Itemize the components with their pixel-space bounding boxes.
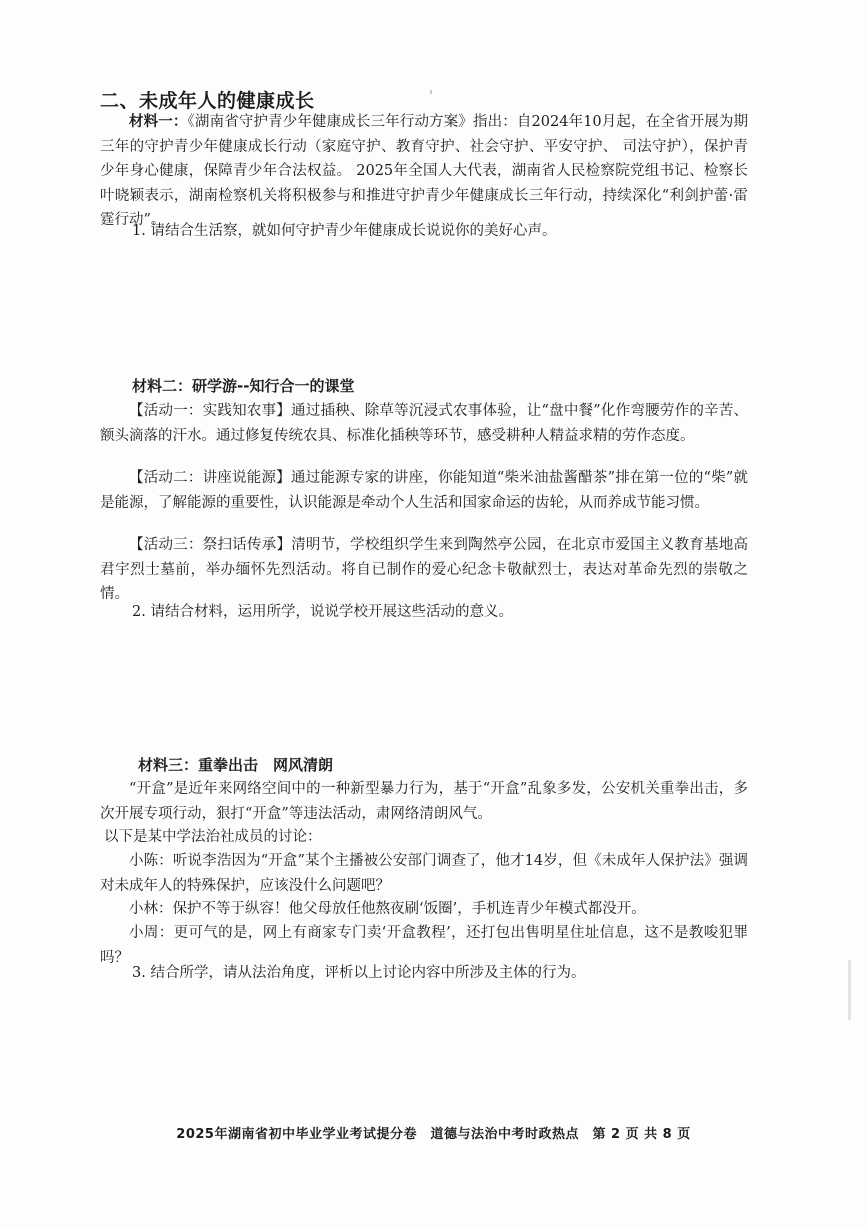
- discussion-lin: 小林：保护不等于纵容！他父母放任他熬夜刷‘饭圈’，手机连青少年模式都没开。: [129, 901, 646, 917]
- activity-1-text: 通过插秧、除草等沉浸式农事体验，让“盘中餐”化作弯腰劳作的辛苦、额头滴落的汗水。通过修复传统农具、标准化插秧等环节，感受耕种人精益求精的劳作态度。: [100, 403, 749, 444]
- material-3-title: 材料三：重拳出击 网风清朗: [138, 756, 334, 774]
- discussion-zhou: 小周：更可气的是，网上有商家专门卖‘开盒教程’，还打包出售明星住址信息，这不是教唆犯罪吗？: [100, 925, 748, 966]
- page-footer: 2025年湖南省初中毕业学业考试提分卷 道德与法治中考时政热点 第 2 页 共 8 页: [176, 1127, 691, 1142]
- scan-speck: [430, 90, 432, 94]
- discussion-chen: 小陈：听说李浩因为“开盒”某个主播被公安部门调查了，他才14岁，但《未成年人保护法》强调对未成年人的特殊保护，应该没什么问题吧？: [100, 853, 748, 894]
- activity-1-label: 【活动一：实践知农事】: [129, 403, 292, 419]
- section-heading: 二、未成年人的健康成长: [100, 90, 315, 112]
- material-1-label: 材料一：: [129, 114, 188, 130]
- activity-3-text: 清明节，学校组织学生来到陶然亭公园，在北京市爱国主义教育基地高君宇烈士墓前，举办缅怀先烈活动。将自已制作的爱心纪念卡敬献烈士，表达对革命先烈的崇敬之情。: [100, 537, 749, 602]
- activity-2-paragraph: [100, 466, 748, 515]
- activity-3-label: 【活动三：祭扫话传承】: [129, 537, 292, 553]
- activity-2-label: 【活动二：讲座说能源】: [129, 470, 291, 486]
- question-1: 1. 请结合生活察，就如何守护青少年健康成长说说你的美好心声。: [132, 223, 557, 239]
- discussion-intro: 以下是某中学法治社成员的讨论：: [104, 829, 322, 845]
- question-2: 2. 请结合材料，运用所学，说说学校开展这些活动的意义。: [132, 604, 513, 620]
- activity-1-paragraph: [100, 399, 748, 448]
- question-3: 3. 结合所学，请从法治角度，评析以上讨论内容中所涉及主体的行为。: [132, 965, 586, 981]
- material-1-paragraph: [100, 110, 748, 233]
- material-2-title: 材料二：研学游--知行合一的课堂: [132, 377, 355, 395]
- material-3-intro: “开盒”是近年来网络空间中的一种新型暴力行为，基于“开盒”乱象多发，公安机关重拳出击，多次开展专项行动，狠打“开盒”等违法活动，肃网络清朗风气。: [100, 781, 748, 822]
- material-1-text: 《湖南省守护青少年健康成长三年行动方案》指出：自2024年10月起，在全省开展为期三年的守护青少年健康成长行动（家庭守护、教育守护、社会守护、平安守护、 司法守护），保护青少年身心健康，保障青少年合法权益。 2025年全国人大代表，湖南省人民检察院党组书记、检察长叶晓颖表示，湖南检察机关将积极参与和推进守护青少年健康成长三年行动，持续深化“利剑护蕾·雷霆行动”。: [100, 114, 748, 228]
- activity-3-paragraph: [100, 533, 748, 607]
- scan-edge-mark: [848, 960, 851, 1020]
- activity-2-text: 通过能源专家的讲座，你能知道“柴米油盐酱醋茶”排在第一位的“柴”就是能源，了解能源的重要性，认识能源是牵动个人生活和国家命运的齿轮，从而养成节能习惯。: [100, 470, 748, 511]
